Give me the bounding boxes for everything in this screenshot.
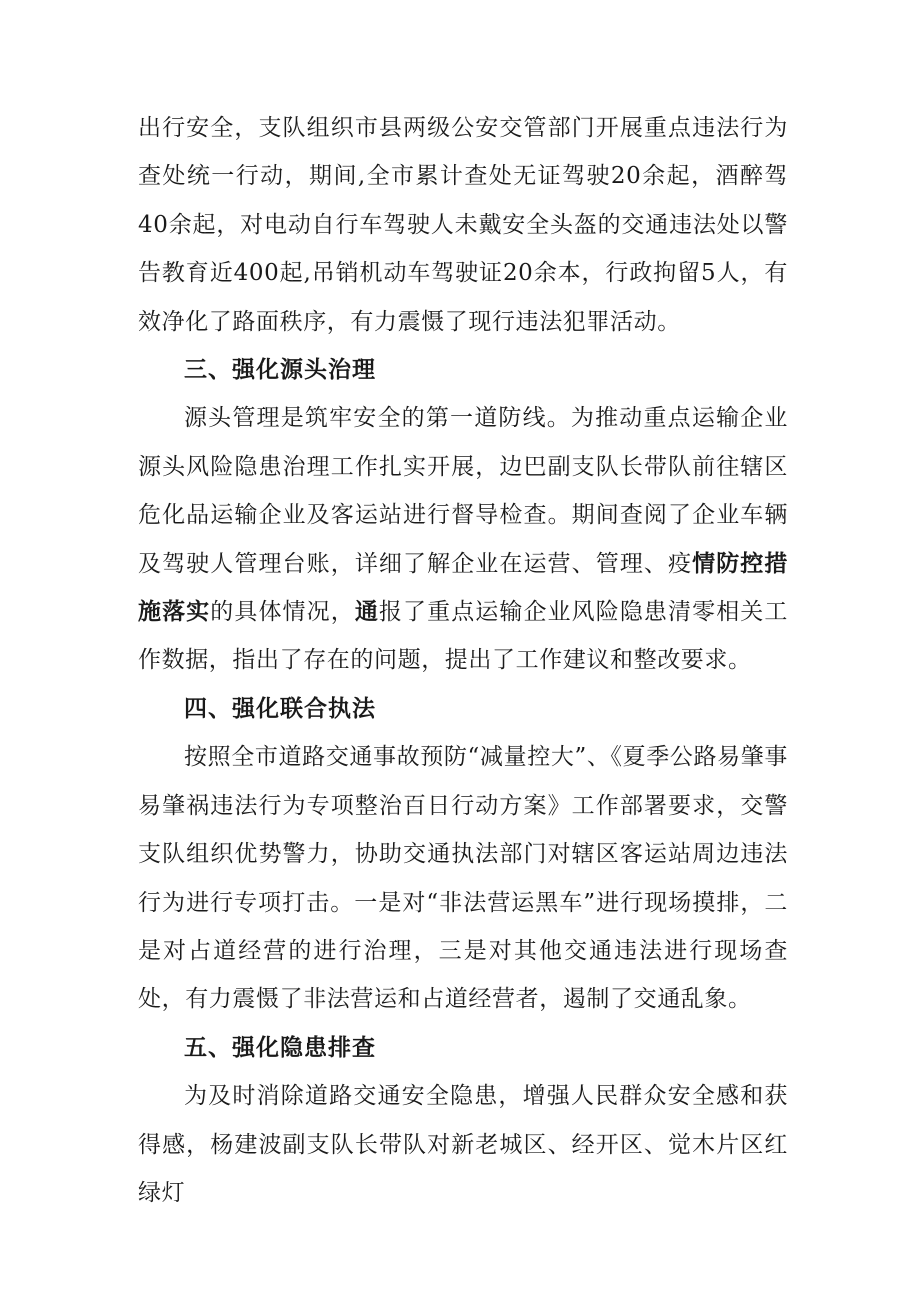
bold-text-segment: 通 bbox=[354, 598, 379, 626]
paragraph-text-segment: 源头管理是筑牢安全的第一道防线。为推动重点运输企业源头风险隐患治理工作扎实开展，边巴副支队长带队前往辖区危化品运输企业及客运站进行督导检查。期间查阅了企业车辆及驾驶人管理台账，详细了解企业在运营、管理、疫 bbox=[138, 405, 788, 577]
paragraph-hazard-inspection: 为及时消除道路交通安全隐患，增强人民群众安全感和获得感，杨建波副支队长带队对新老城区、经开区、觉木片区红绿灯 bbox=[138, 1083, 788, 1206]
paragraph-source-governance bbox=[138, 394, 788, 684]
paragraph-joint-enforcement: 按照全市道路交通事故预防“减量控大”、《夏季公路易肇事易肇祸违法行为专项整治百日行动方案》工作部署要求，交警支队组织优势警力，协助交通执法部门对辖区客运站周边违法行为进行专项打击。一是对“非法营运黑车”进行现场摸排，二是对占道经营的进行治理，三是对其他交通违法进行现场查处，有力震慑了非法营运和占道经营者，遏制了交通乱象。 bbox=[138, 744, 788, 1013]
section-heading-source-governance: 三、强化源头治理 bbox=[184, 357, 376, 384]
paragraph-text-segment: 报了重点运输企业风险隐患清零相关工作数据，指出了存在的问题，提出了工作建议和整改要求。 bbox=[138, 599, 788, 674]
paragraph-enforcement-results: 出行安全，支队组织市县两级公安交管部门开展重点违法行为查处统一行动，期间,全市累计查处无证驾驶20余起，酒醉驾40余起，对电动自行车驾驶人未戴安全头盔的交通违法处以警告教育近400起,吊销机动车驾驶证20余本，行政拘留5人，有效净化了路面秩序，有力震慑了现行违法犯罪活动。 bbox=[138, 115, 788, 335]
section-heading-joint-enforcement: 四、强化联合执法 bbox=[184, 695, 376, 722]
paragraph-text-segment: 的具体情况， bbox=[210, 599, 355, 626]
bold-text-segment: 情防控措施落实 bbox=[138, 549, 788, 626]
section-heading-hazard-inspection: 五、强化隐患排查 bbox=[184, 1034, 376, 1061]
document-body bbox=[138, 104, 788, 1217]
